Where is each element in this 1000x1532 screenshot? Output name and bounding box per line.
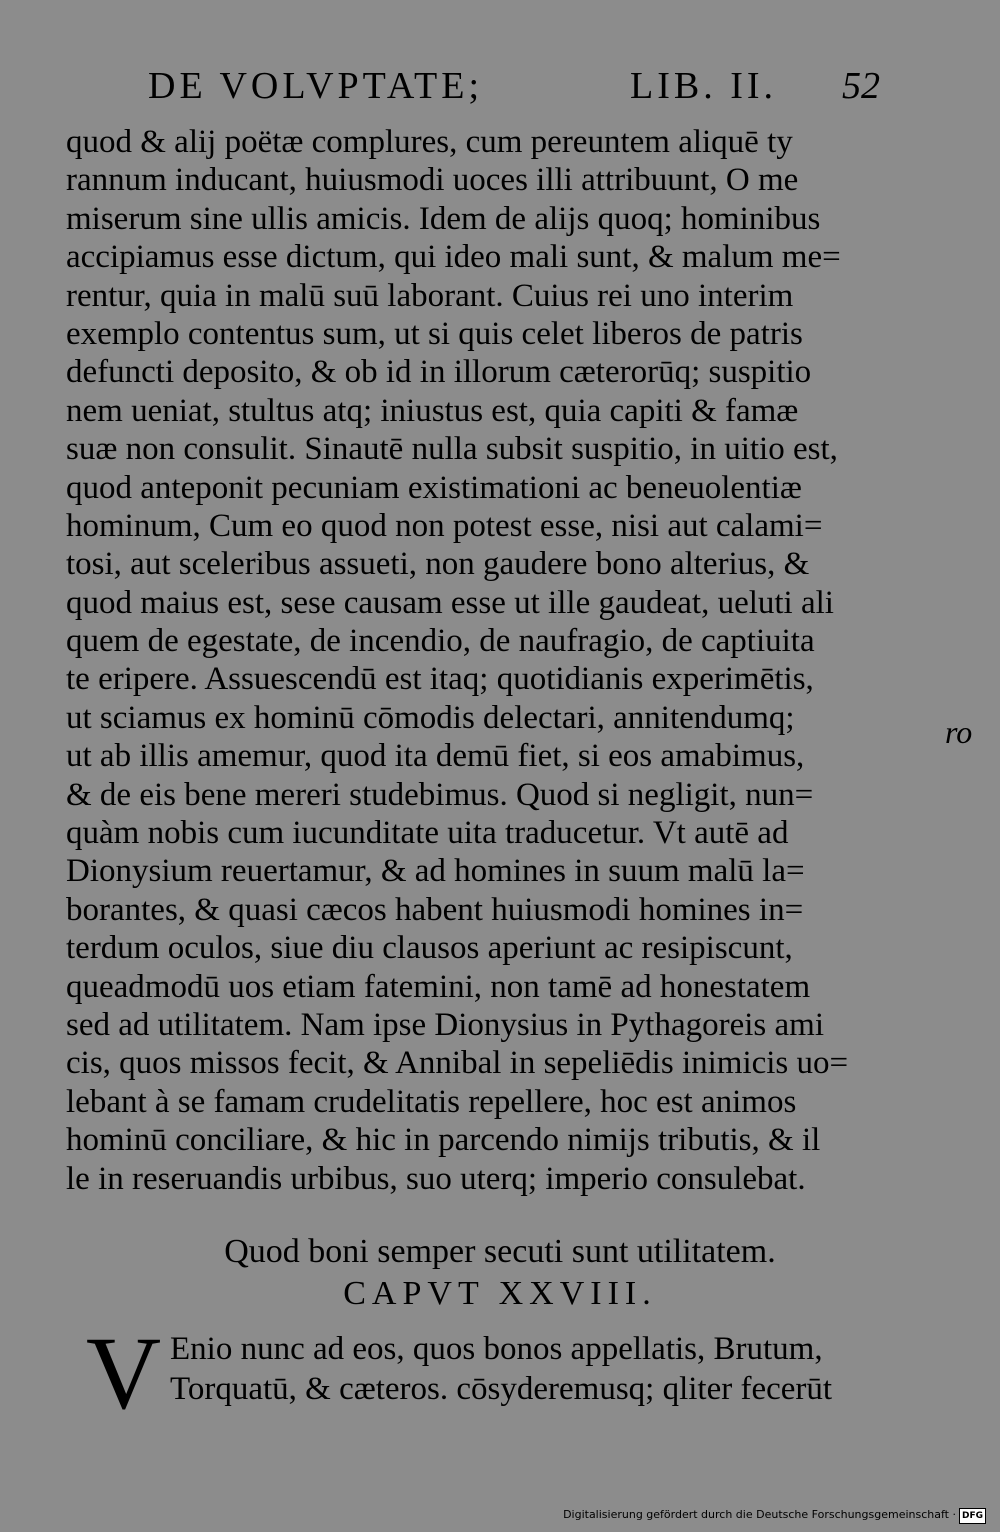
- text-line: Torquatū, & cæteros. cōsyderemusq; qliter fecerūt: [170, 1371, 833, 1407]
- drop-initial: V: [86, 1316, 162, 1431]
- text-line: ut sciamus ex hominū cōmodis delectari, annitendumq;: [66, 699, 795, 736]
- text-line: & de eis bene mereri studebimus. Quod si negligit, nun=: [66, 776, 814, 813]
- running-header: [140, 62, 880, 110]
- text-line: quem de egestate, de incendio, de naufragio, de captiuita: [66, 623, 815, 660]
- text-line: queadmodū uos etiam fatemini, non tamē ad honestatem: [66, 968, 811, 1005]
- chapter-title: Quod boni semper secuti sunt utilitatem.: [224, 1233, 776, 1270]
- book-number: LIB. II.: [630, 65, 778, 107]
- text-line: hominū conciliare, & hic in parcendo nimijs tributis, & il: [66, 1122, 821, 1159]
- text-line: cis, quos missos fecit, & Annibal in sepeliēdis inimicis uo=: [66, 1045, 849, 1082]
- text-line: exemplo contentus sum, ut si quis celet liberos de patris: [66, 315, 803, 352]
- text-line: Enio nunc ad eos, quos bonos appellatis, Brutum,: [170, 1331, 823, 1367]
- digitization-credit: [563, 1508, 986, 1524]
- text-line: suæ non consulit. Sinautē nulla subsit suspitio, in uitio est,: [66, 431, 838, 468]
- chapter-number: CAPVT XXVIII.: [343, 1275, 657, 1312]
- dfg-logo: DFG: [959, 1508, 986, 1524]
- chapter-rubric: [0, 1232, 1000, 1314]
- folio-number: 52: [842, 65, 880, 107]
- text-line: quod anteponit pecuniam existimationi ac beneuolentiæ: [66, 469, 802, 506]
- marginal-mark: ro: [945, 714, 973, 750]
- text-line: terdum oculos, siue diu clausos aperiunt ac resipiscunt,: [66, 930, 793, 967]
- text-line: le in reseruandis urbibus, suo uterq; imperio consulebat.: [66, 1160, 806, 1197]
- text-line: hominum, Cum eo quod non potest esse, nisi aut calami=: [66, 507, 823, 544]
- text-line: te eripere. Assuescendū est itaq; quotidianis experimētis,: [66, 661, 814, 698]
- running-title: DE VOLVPTATE;: [148, 65, 484, 107]
- main-text-block: [66, 123, 928, 1198]
- text-line: accipiamus esse dictum, qui ideo mali sunt, & malum me=: [66, 239, 841, 276]
- text-line: sed ad utilitatem. Nam ipse Dionysius in Pythagoreis ami: [66, 1006, 824, 1043]
- text-line: nem ueniat, stultus atq; iniustus est, quia capiti & famæ: [66, 392, 799, 429]
- text-line: lebant à se famam crudelitatis repellere, hoc est animos: [66, 1083, 797, 1120]
- text-line: rannum inducant, huiusmodi uoces illi attribuunt, O me: [66, 162, 799, 199]
- chapter-opening: [86, 1316, 936, 1431]
- text-line: ut ab illis amemur, quod ita demū fiet, si eos amabimus,: [66, 738, 805, 775]
- text-line: Dionysium reuertamur, & ad homines in suum malū la=: [66, 853, 805, 890]
- text-line: quod maius est, sese causam esse ut ille gaudeat, ueluti ali: [66, 584, 834, 621]
- text-line: tosi, aut sceleribus assueti, non gaudere bono alterius, &: [66, 546, 810, 583]
- text-line: defuncti deposito, & ob id in illorum cæterorūq; suspitio: [66, 354, 812, 391]
- text-line: quàm nobis cum iucunditate uita traducetur. Vt autē ad: [66, 815, 789, 852]
- text-line: miserum sine ullis amicis. Idem de alijs quoq; hominibus: [66, 200, 821, 237]
- text-line: rentur, quia in malū suū laborant. Cuius rei uno interim: [66, 277, 794, 314]
- text-line: borantes, & quasi cæcos habent huiusmodi homines in=: [66, 891, 804, 928]
- text-line: quod & alij poëtæ complures, cum pereuntem aliquē ty: [66, 124, 793, 160]
- credit-text: Digitalisierung gefördert durch die Deutsche Forschungsgemeinschaft ·: [563, 1508, 956, 1521]
